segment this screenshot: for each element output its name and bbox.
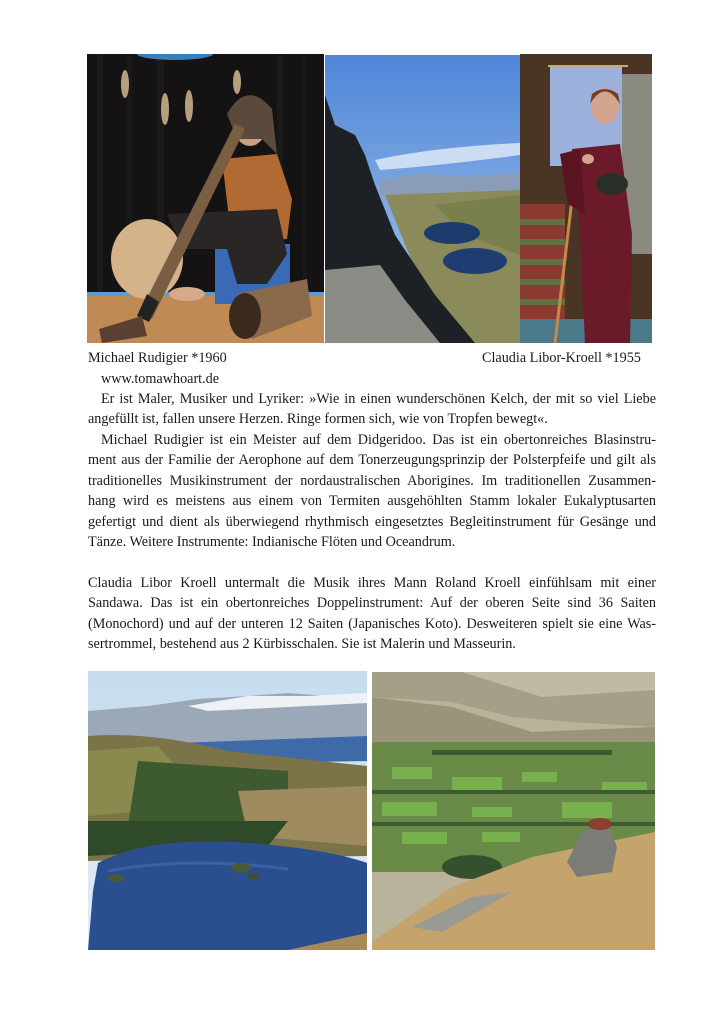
text-line: angefüllt ist, fallen unsere Herzen. Ringe formen sich, wie von Tropfen bewegt«.: [88, 411, 548, 428]
photo-musician-didgeridoo: [87, 54, 324, 343]
text-line: sertrommel, bestehend aus 2 Kürbisschalen. Sie ist Malerin und Masseurin.: [88, 636, 516, 653]
text-line: Er ist Maler, Musiker und Lyriker: »Wie in einen wunderschönen Kelch, der mit so viel Liebe: [101, 391, 656, 407]
paragraph-artist-quote: [88, 389, 656, 430]
caption-claudia-libor-kroell: Claudia Libor-Kroell *1955: [482, 350, 641, 366]
photo-green-valley: [372, 672, 655, 950]
text-line: Michael Rudigier ist ein Meister auf dem Didgeridoo. Das ist ein obertonreiches Blasinstru-: [101, 432, 656, 448]
text-line: Sandawa. Das ist ein obertonreiches Doppelinstrument: Auf der oberen Seite sind 36 Saiten: [88, 595, 656, 612]
text-line: ment aus der Familie der Aerophone auf dem Tonerzeugungsprinzip der Polsterpfeife und gilt als: [88, 452, 656, 469]
website-link[interactable]: www.tomawhoart.de: [101, 371, 220, 387]
caption-michael-rudigier: Michael Rudigier *1960: [88, 350, 227, 366]
paragraph-didgeridoo: [88, 430, 656, 552]
text-line: Tänze. Weitere Instrumente: Indianische Flöten und Oceandrum.: [88, 534, 456, 551]
photo-woman-red-dress: [520, 54, 652, 343]
text-line: gefertigt und dient als überwiegend rhythmisch eingesetztes Begleitinstrument für Gesänge und: [88, 513, 656, 530]
text-line: (Monochord) und auf der unteren 12 Saiten (Japanisches Koto). Desweiteren spielt sie eine Was-: [88, 615, 656, 632]
text-line: Claudia Libor Kroell untermalt die Musik ihres Mann Roland Kroell einfühlsam mit einer: [88, 575, 656, 591]
text-line: traditionelles Musikinstrument der nordaustralischen Aborigines. Im traditionellen Zusammen-: [88, 472, 656, 489]
photo-mountain-lakes: [325, 55, 520, 343]
photo-lake-landscape: [88, 671, 367, 950]
text-line: hang wird es meistens aus einem von Termiten ausgehöhlten Stamm lokaler Eukalyptusarten: [88, 493, 656, 510]
paragraph-sandawa: [88, 573, 656, 655]
